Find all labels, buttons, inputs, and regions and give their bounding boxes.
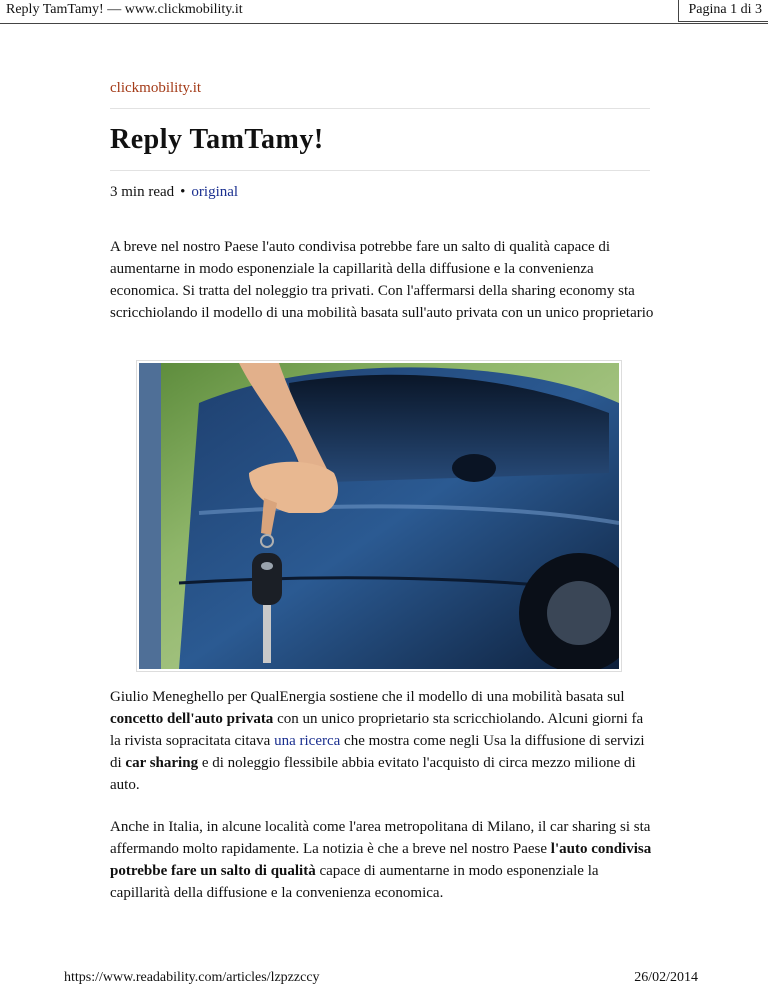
p3-text-1: Anche in Italia, in alcune località come l'area metropolitana di Milano, il car sharing si sta affermando molto rapidamente. La notizia è che a breve nel nostro Paese [110, 819, 651, 857]
photo-hand-car-key-icon [139, 363, 619, 669]
p2-text-1: Giulio Meneghello per QualEnergia sostiene che il modello di una mobilità basata sul [110, 689, 625, 705]
article-meta [110, 184, 238, 201]
original-link[interactable]: original [191, 184, 239, 200]
article-title: Reply TamTamy! [110, 124, 324, 155]
footer-date: 26/02/2014 [634, 970, 698, 985]
p2-text-4: e di noleggio flessibile abbia evitato l'acquisto di circa mezzo milione di auto. [110, 755, 636, 793]
print-header-title: Reply TamTamy! — www.clickmobility.it [6, 2, 243, 17]
p2-bold-1: concetto dell'auto privata [110, 711, 274, 727]
p2-text-2: con un unico proprietario sta scricchiolando. Alcuni giorni fa la rivista sopracitata citava [110, 711, 644, 749]
bullet-separator: • [180, 184, 186, 200]
p2-bold-2: car sharing [125, 755, 199, 771]
print-header [0, 0, 768, 24]
p3-bold-1: l'auto condivisa potrebbe fare un salto di qualità [110, 841, 652, 879]
p3-text-2: capace di aumentarne in modo esponenziale la capillarità della diffusione e la convenienza economica. [110, 863, 599, 901]
intro-paragraph: A breve nel nostro Paese l'auto condivisa potrebbe fare un salto di qualità capace di aumentarne in modo esponenziale la capillarità della diffusione e la convenienza economica. Si tratta del noleggio tra privati. Con l'affermarsi della sharing economy sta scricchiolando il modello di una mobilità basata sull'auto privata con un unico proprietario [110, 239, 654, 321]
p2-text-3: che mostra come negli Usa la diffusione di servizi di [110, 733, 645, 771]
site-link[interactable]: clickmobility.it [110, 80, 202, 96]
article-image [136, 360, 622, 672]
divider-bottom [110, 170, 650, 171]
read-time: 3 min read [110, 184, 175, 200]
footer-url: https://www.readability.com/articles/lzpzzccy [64, 970, 320, 985]
research-link[interactable]: una ricerca [274, 733, 341, 749]
body-paragraph-2 [110, 686, 655, 796]
divider-top [110, 108, 650, 109]
body-paragraph-3 [110, 816, 655, 904]
header-divider [0, 23, 768, 24]
page-indicator: Pagina 1 di 3 [678, 0, 768, 22]
